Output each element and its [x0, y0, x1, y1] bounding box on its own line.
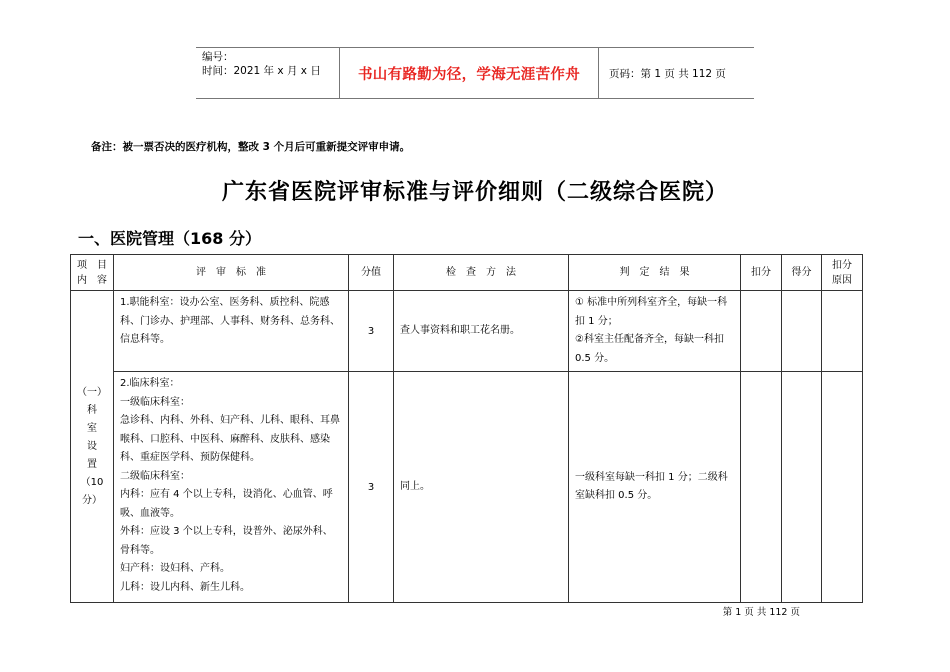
header-motto: 书山有路勤为径，学海无涯苦作舟 — [339, 48, 599, 98]
document-time: 时间：2021 年 x 月 x 日 — [202, 65, 321, 77]
col-header-deduct: 扣分 — [741, 255, 782, 291]
score-cell: 3 — [349, 291, 394, 372]
page-footer: 第 1 页 共 112 页 — [722, 607, 800, 618]
score-cell: 3 — [349, 372, 394, 603]
document-title: 广东省医院评审标准与评价细则（二级综合医院） — [221, 180, 728, 205]
result-cell: ① 标准中所列科室齐全，每缺一科扣 1 分； ②科室主任配备齐全，每缺一科扣 0.5 分。 — [569, 291, 741, 372]
reason-cell — [822, 291, 863, 372]
got-cell — [782, 291, 822, 372]
document-header — [196, 47, 754, 99]
standard-cell: 2.临床科室： 一级临床科室： 急诊科、内科、外科、妇产科、儿科、眼科、耳鼻喉科、口腔科、中医科、麻醉科、皮肤科、感染科、重症医学科、预防保健科。 二级临床科室： 内科：应有 4 个以上专科，设消化、心血管、呼吸、血液等。 外科：应设 3 个以上专科，设普外、泌尿外科、骨科等。 妇产科：设妇科、产科。 儿科：设儿内科、新生儿科。 — [114, 372, 349, 603]
col-header-item: 项 目 内 容 — [71, 255, 114, 291]
deduct-cell — [741, 372, 782, 603]
col-header-score: 分值 — [349, 255, 394, 291]
standard-cell: 1.职能科室：设办公室、医务科、质控科、院感科、门诊办、护理部、人事科、财务科、总务科、信息科等。 — [114, 291, 349, 372]
col-header-reason: 扣分 原因 — [822, 255, 863, 291]
method-cell: 查人事资料和职工花名册。 — [394, 291, 569, 372]
result-cell: 一级科室每缺一科扣 1 分；二级科室缺科扣 0.5 分。 — [569, 372, 741, 603]
table-row — [71, 372, 863, 603]
got-cell — [782, 372, 822, 603]
table-row — [71, 291, 863, 372]
category-cell: （一） 科 室 设 置 （10 分） — [71, 291, 114, 603]
col-header-result: 判 定 结 果 — [569, 255, 741, 291]
document-number-label: 编号： — [202, 51, 234, 63]
section-heading: 一、医院管理（168 分） — [78, 229, 261, 248]
col-header-got: 得分 — [782, 255, 822, 291]
deduct-cell — [741, 291, 782, 372]
header-meta — [202, 50, 321, 78]
reason-cell — [822, 372, 863, 603]
evaluation-table — [70, 254, 863, 603]
method-cell: 同上。 — [394, 372, 569, 603]
table-header-row — [71, 255, 863, 291]
header-page-info: 页码：第 1 页 共 112 页 — [609, 68, 726, 80]
remark-note: 备注：被一票否决的医疗机构，整改 3 个月后可重新提交评审申请。 — [91, 141, 411, 153]
col-header-method: 检 查 方 法 — [394, 255, 569, 291]
col-header-standard: 评 审 标 准 — [114, 255, 349, 291]
